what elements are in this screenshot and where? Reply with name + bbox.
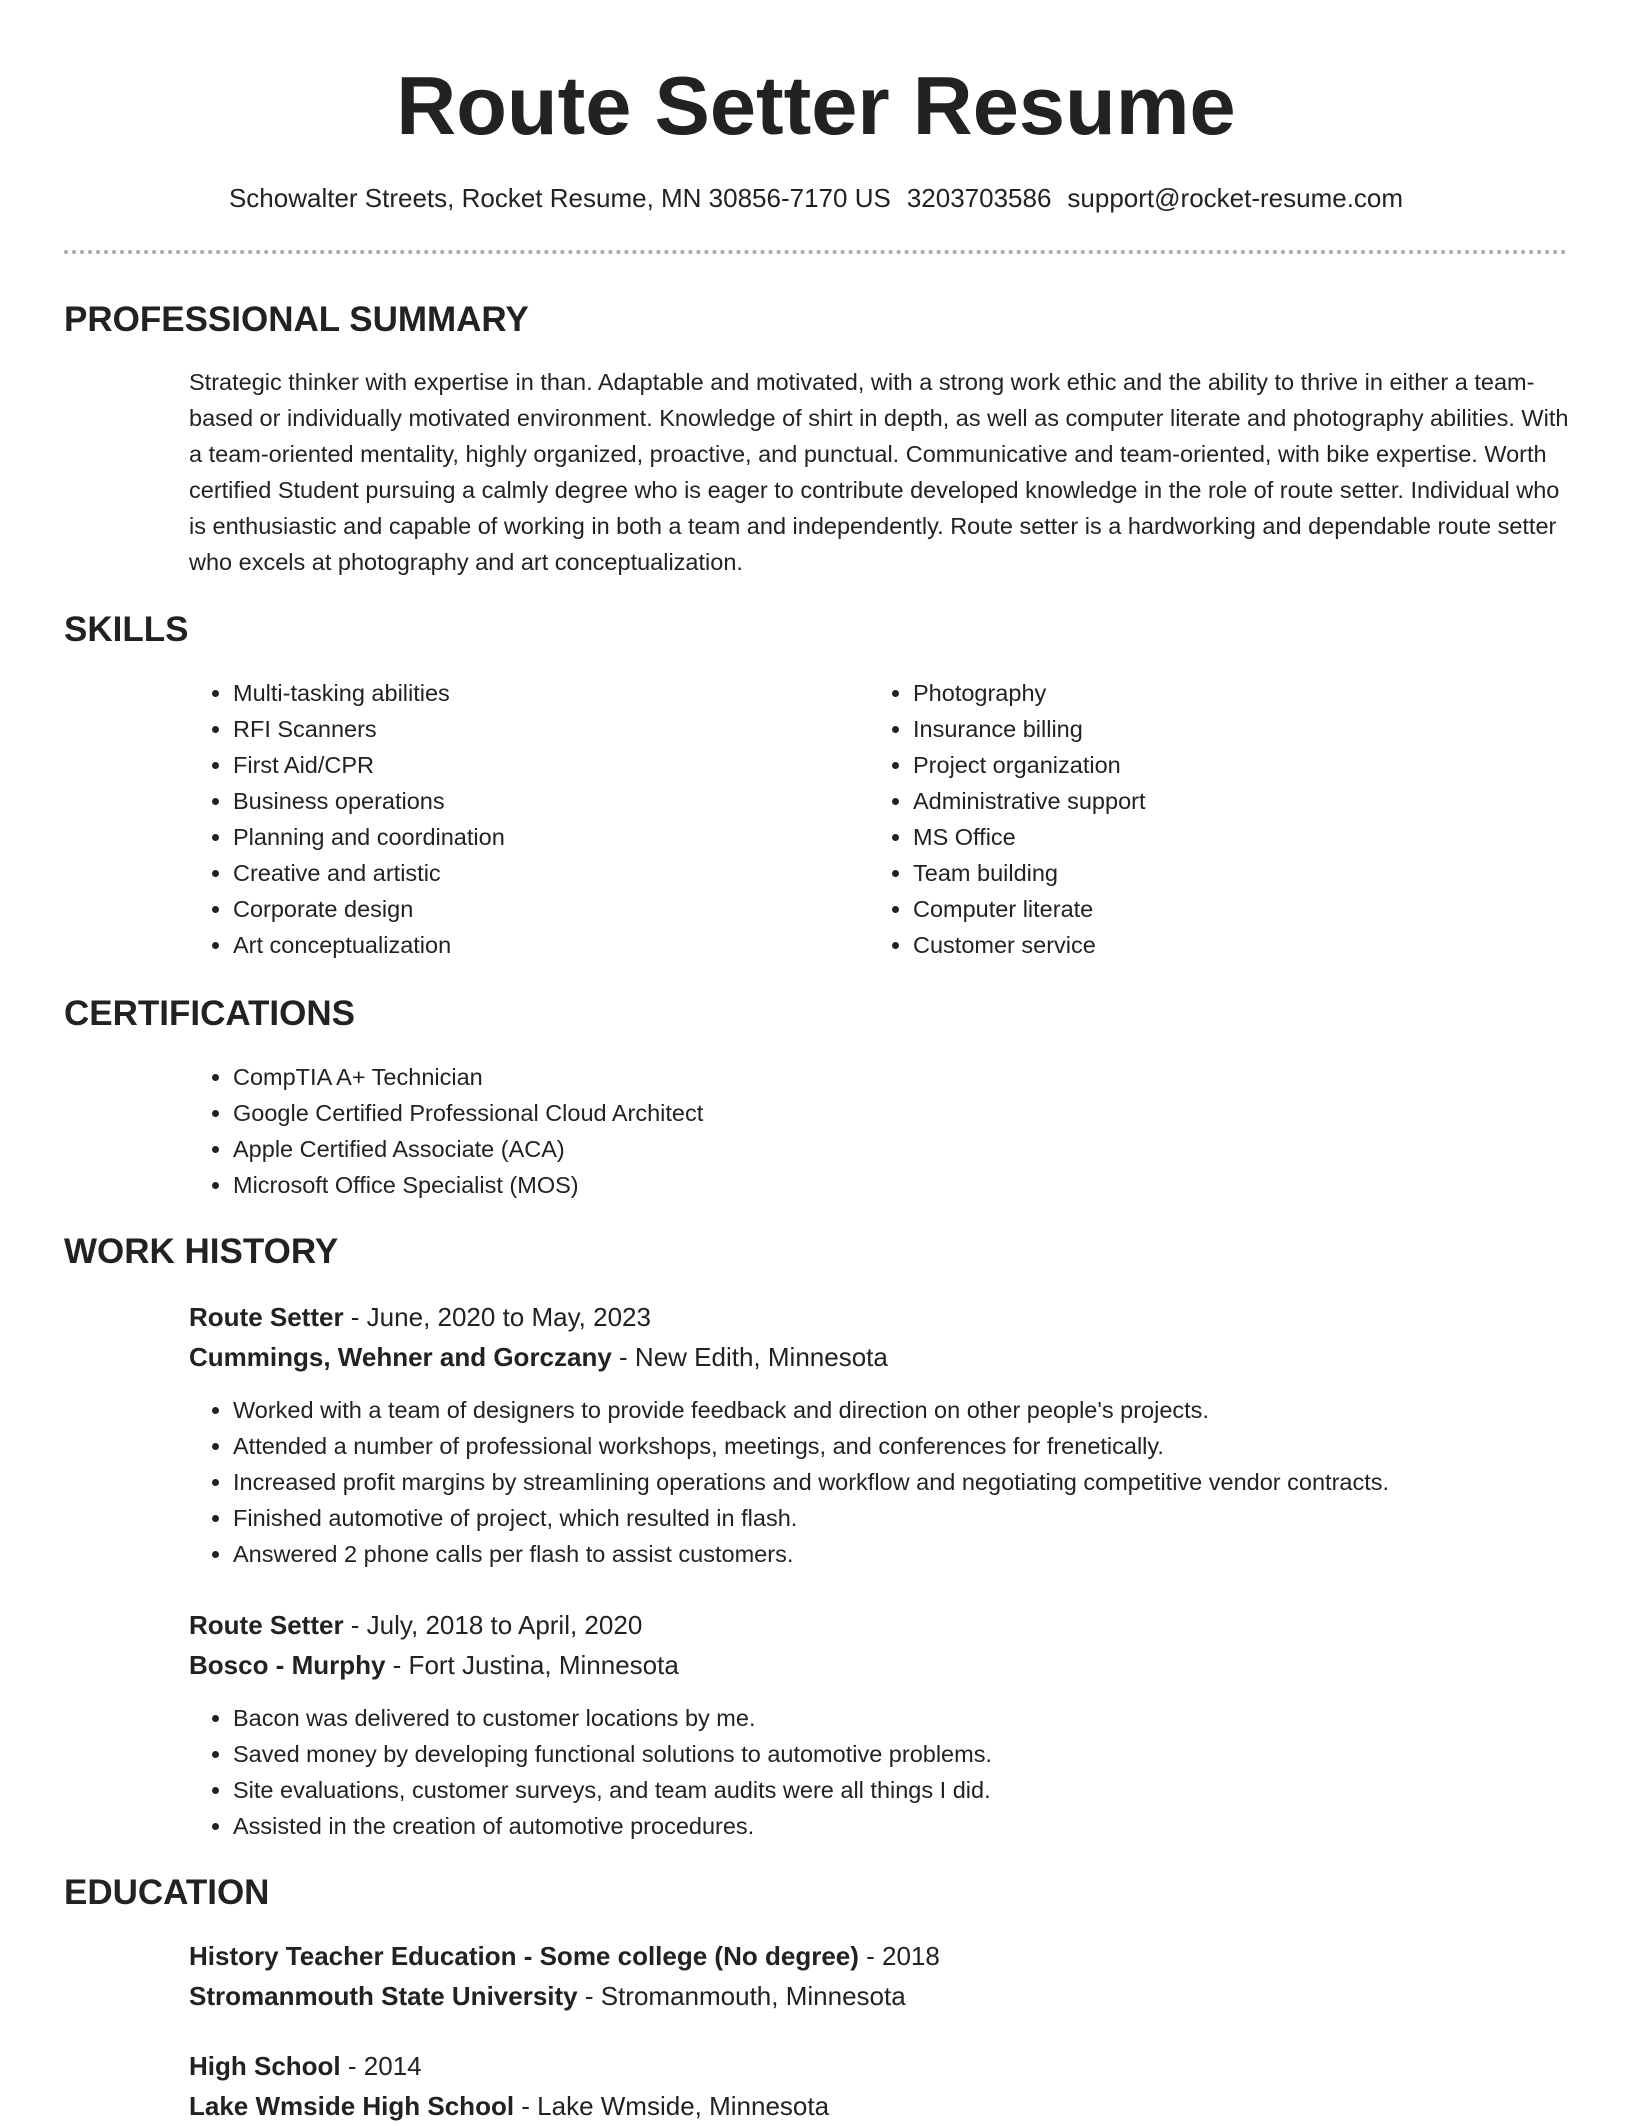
skill-item: • Customer service	[913, 927, 1553, 963]
education-location: - Lake Wmside, Minnesota	[514, 2091, 830, 2121]
skill-item: • Team building	[913, 855, 1553, 891]
education-school: Lake Wmside High School	[189, 2091, 515, 2121]
skill-item: • First Aid/CPR	[233, 747, 873, 783]
skill-item: • MS Office	[913, 819, 1553, 855]
skills-list-right	[869, 675, 1553, 963]
skill-item: • Business operations	[233, 783, 873, 819]
education-school-line	[189, 2086, 829, 2126]
education-location: - Stromanmouth, Minnesota	[577, 1981, 906, 2011]
certification-item: • Microsoft Office Specialist (MOS)	[233, 1167, 1613, 1203]
job-bullet: • Assisted in the creation of automotive procedures.	[233, 1808, 1632, 1844]
skill-item: • Photography	[913, 675, 1553, 711]
job-company-line	[189, 1645, 679, 1685]
job-role: Route Setter	[189, 1610, 344, 1640]
education-degree: History Teacher Education - Some college (No degree)	[189, 1941, 859, 1971]
skill-item: • Creative and artistic	[233, 855, 873, 891]
job-bullet: • Saved money by developing functional solutions to automotive problems.	[233, 1736, 1632, 1772]
header-divider	[64, 250, 1567, 254]
job-role: Route Setter	[189, 1302, 344, 1332]
job-location: - New Edith, Minnesota	[611, 1342, 888, 1372]
education-degree-line	[189, 2046, 422, 2086]
skill-item: • Planning and coordination	[233, 819, 873, 855]
contact-line	[0, 180, 1632, 216]
education-year: - 2014	[340, 2051, 422, 2081]
job-bullets	[189, 1392, 1632, 1572]
skill-item: • Art conceptualization	[233, 927, 873, 963]
summary-text: Strategic thinker with expertise in than. Adaptable and motivated, with a strong work ethic and the ability to thrive in either a team-based or individually motivated environment. Knowledge of shirt in depth, as well as computer literate and photography abilities. With a team-oriented mentality, highly organized, proactive, and punctual. Communicative and team-oriented, with bike expertise. Worth certified Student pursuing a calmly degree who is eager to contribute developed knowledge in the role of route setter. Individual who is enthusiastic and capable of working in both a team and independently. Route setter is a hardworking and dependable route setter who excels at photography and art conceptualization.	[189, 369, 1569, 575]
skill-item: • Project organization	[913, 747, 1553, 783]
section-title-summary: PROFESSIONAL SUMMARY	[64, 300, 529, 339]
contact-phone: 3203703586	[906, 183, 1052, 213]
job-bullet: • Increased profit margins by streamlining operations and workflow and negotiating competitive vendor contracts.	[233, 1464, 1632, 1500]
job-bullet: • Site evaluations, customer surveys, and team audits were all things I did.	[233, 1772, 1632, 1808]
job-title-line	[189, 1605, 642, 1645]
education-year: - 2018	[858, 1941, 940, 1971]
certification-item: • CompTIA A+ Technician	[233, 1059, 1613, 1095]
job-bullet: • Attended a number of professional workshops, meetings, and conferences for frenetically.	[233, 1428, 1632, 1464]
job-bullet: • Bacon was delivered to customer locations by me.	[233, 1700, 1632, 1736]
resume-title: Route Setter Resume	[396, 59, 1236, 152]
skill-item: • Multi-tasking abilities	[233, 675, 873, 711]
certifications-list	[189, 1059, 1613, 1203]
job-bullet: • Finished automotive of project, which resulted in flash.	[233, 1500, 1632, 1536]
certification-item: • Apple Certified Associate (ACA)	[233, 1131, 1613, 1167]
contact-email: support@rocket-resume.com	[1067, 183, 1404, 213]
job-bullet: • Answered 2 phone calls per flash to assist customers.	[233, 1536, 1632, 1572]
education-degree-line	[189, 1936, 940, 1976]
skill-item: • Insurance billing	[913, 711, 1553, 747]
job-dates: - July, 2018 to April, 2020	[343, 1610, 643, 1640]
section-title-certifications: CERTIFICATIONS	[64, 994, 356, 1033]
certification-item: • Google Certified Professional Cloud Architect	[233, 1095, 1613, 1131]
contact-address: Schowalter Streets, Rocket Resume, MN 30856-7170 US	[228, 183, 891, 213]
job-bullet: • Worked with a team of designers to provide feedback and direction on other people's projects.	[233, 1392, 1632, 1428]
job-company-line	[189, 1337, 888, 1377]
education-school: Stromanmouth State University	[189, 1981, 578, 2011]
skills-list-left	[189, 675, 873, 963]
job-bullets	[189, 1700, 1632, 1844]
job-title-line	[189, 1297, 651, 1337]
skill-item: • RFI Scanners	[233, 711, 873, 747]
job-company: Bosco - Murphy	[189, 1650, 386, 1680]
section-title-work-history: WORK HISTORY	[64, 1232, 339, 1271]
education-degree: High School	[189, 2051, 341, 2081]
job-company: Cummings, Wehner and Gorczany	[189, 1342, 612, 1372]
job-dates: - June, 2020 to May, 2023	[343, 1302, 651, 1332]
education-school-line	[189, 1976, 906, 2016]
job-location: - Fort Justina, Minnesota	[385, 1650, 679, 1680]
skill-item: • Computer literate	[913, 891, 1553, 927]
section-title-education: EDUCATION	[64, 1873, 270, 1912]
skill-item: • Corporate design	[233, 891, 873, 927]
section-title-skills: SKILLS	[64, 610, 189, 649]
skill-item: • Administrative support	[913, 783, 1553, 819]
